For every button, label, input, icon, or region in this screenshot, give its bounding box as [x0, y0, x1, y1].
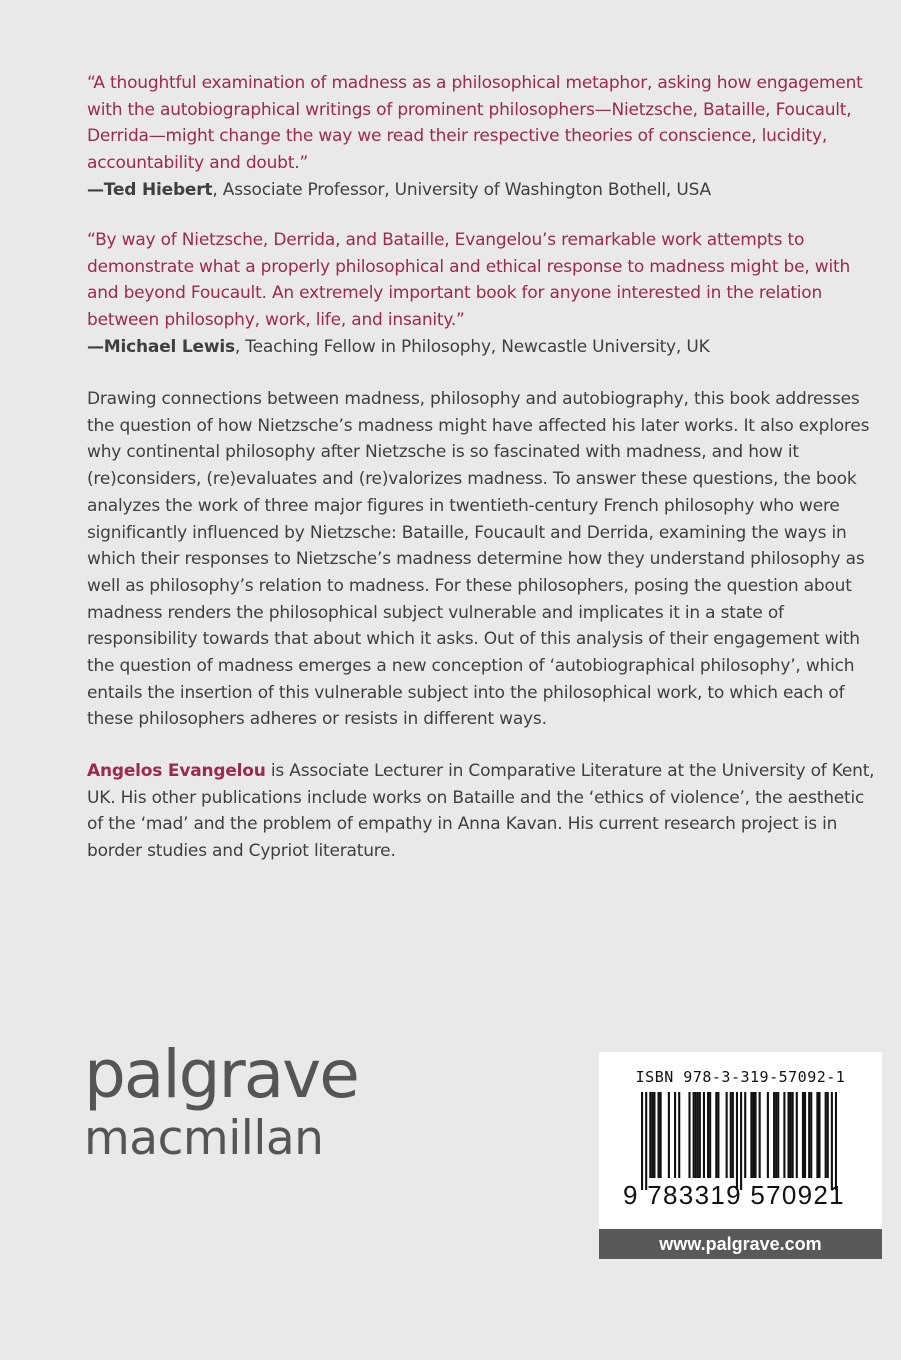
author-name: Angelos Evangelou [87, 761, 266, 781]
logo-palgrave: palgrave [84, 1036, 358, 1113]
book-description: Drawing connections between madness, philosophy and autobiography, this book addresses the question of how Nietzsche’s madness might have affected his later works. It also explores why continental philosophy after Nietzsche is so fascinated with madness, and how it (re)considers, (re)evaluates and (re)valorizes madness. To answer these questions, the book analyzes the work of three major figures in twentieth-century French philosophy who were significantly influenced by Nietzsche: Bataille, Foucault and Derrida, examining the ways in which their responses to Nietzsche’s madness determine how they understand philosophy as well as philosophy’s relation to madness. For these philosophers, posing the question about madness renders the philosophical subject vulnerable and implicates it in a state of responsibility towards that about which it asks. Out of this analysis of their engagement with the question of madness emerges a new conception of ‘autobiographical philosophy’, which entails the insertion of this vulnerable subject into the philosophical work, to which each of these philosophers adheres or resists in different ways. [87, 389, 870, 730]
barcode-bar [744, 1092, 746, 1178]
author-bio [87, 758, 882, 865]
barcode-bar [796, 1092, 798, 1178]
barcode-bar [792, 1092, 794, 1178]
barcode-bar [668, 1092, 670, 1178]
barcode-bar [730, 1092, 732, 1178]
barcode-bar [695, 1092, 697, 1178]
barcode-bar [693, 1092, 695, 1178]
barcode-bar [827, 1092, 829, 1178]
barcode-bar [804, 1092, 806, 1178]
barcode-bar [831, 1092, 833, 1190]
barcode-bar [641, 1092, 643, 1190]
attribution-name: —Michael Lewis [87, 336, 235, 357]
barcode-bar [759, 1092, 761, 1178]
barcode-bar [802, 1092, 804, 1178]
barcode-bar [649, 1092, 651, 1178]
barcode-bar [825, 1092, 827, 1178]
author-bio-text: is Associate Lecturer in Comparative Literature at the University of Kent, UK. His other publications include works on Bataille and the ‘ethics of violence’, the aesthetic of the ‘mad’ and the problem of empathy in Anna Kavan. His current research project is in border studies and Cypriot literature. [87, 761, 875, 862]
quote-text: “A thoughtful examination of madness as a philosophical metaphor, asking how engagement with the autobiographical writings of prominent philosophers—Nietzsche, Bataille, Foucault, Derrida—might change the way we read their respective theories of conscience, lucidity, accountability and doubt.” [87, 73, 863, 174]
isbn-label: ISBN 978-3-319-57092-1 [635, 1068, 846, 1086]
barcode-bar [787, 1092, 789, 1178]
quote-attribution [87, 337, 710, 357]
barcode-bar [775, 1092, 777, 1178]
barcode-bar [790, 1092, 792, 1178]
quote-attribution [87, 180, 711, 200]
barcode-bar [750, 1092, 752, 1178]
attribution-title: , Associate Professor, University of Washington Bothell, USA [212, 179, 711, 200]
barcode-bar [810, 1092, 812, 1178]
barcode-bar [658, 1092, 660, 1178]
barcode-bar [767, 1092, 769, 1178]
publisher-logo [84, 1038, 358, 1166]
barcode-bar [715, 1092, 717, 1178]
barcode-bar [773, 1092, 775, 1178]
barcode-bar [732, 1092, 734, 1178]
publisher-website: www.palgrave.com [599, 1229, 882, 1259]
endorsement-quote-1 [87, 70, 879, 204]
barcode-bar [703, 1092, 705, 1178]
endorsement-quote-2 [87, 227, 879, 361]
barcode-bars [641, 1092, 837, 1190]
barcode-bar [674, 1092, 676, 1178]
barcode-bar [697, 1092, 699, 1178]
attribution-name: —Ted Hiebert [87, 179, 213, 200]
quote-text: “By way of Nietzsche, Derrida, and Bataille, Evangelou’s remarkable work attempts to demonstrate what a properly philosophical and ethical response to madness might be, with and beyond Foucault. An extremely important book for anyone interested in the relation between philosophy, work, life, and insanity.” [87, 230, 851, 331]
barcode-bar [707, 1092, 709, 1178]
barcode-bar [818, 1092, 820, 1178]
barcode-bar [688, 1092, 690, 1178]
barcode-bar [808, 1092, 810, 1178]
barcode-bar [736, 1092, 738, 1190]
barcode-bar [651, 1092, 653, 1178]
isbn-barcode [599, 1052, 882, 1229]
barcode-bar [835, 1092, 837, 1190]
barcode-bar [816, 1092, 818, 1178]
barcode-bar [709, 1092, 711, 1178]
barcode-bar [726, 1092, 728, 1178]
barcode-bar [699, 1092, 701, 1178]
barcode-digits: 9 783319 570921 [623, 1180, 845, 1210]
barcode-bar [752, 1092, 754, 1178]
barcode-bar [740, 1092, 742, 1190]
barcode-bar [653, 1092, 655, 1178]
barcode-bar [754, 1092, 756, 1178]
barcode-bar [717, 1092, 719, 1178]
logo-macmillan: macmillan [84, 1111, 324, 1166]
barcode-bar [777, 1092, 779, 1178]
barcode-bar [645, 1092, 647, 1190]
attribution-title: , Teaching Fellow in Philosophy, Newcastle University, UK [234, 336, 710, 357]
barcode-bar [678, 1092, 680, 1178]
barcode-bar [783, 1092, 785, 1178]
barcode-bar [660, 1092, 662, 1178]
